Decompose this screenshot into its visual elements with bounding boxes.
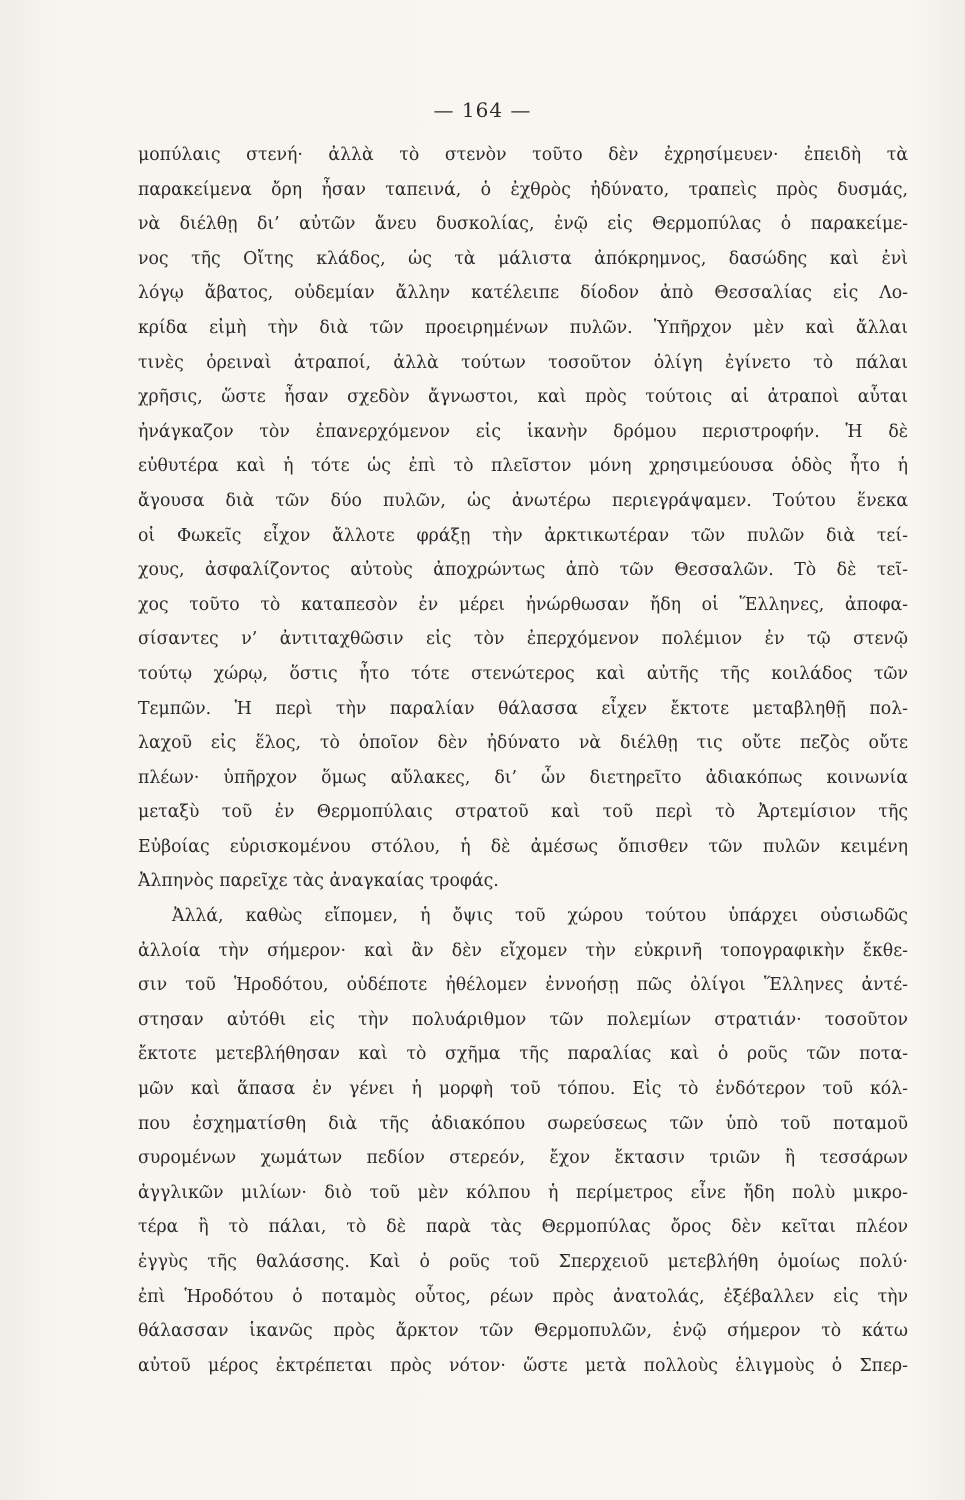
text-line: Ἀλλά, καθὼς εἴπομεν, ἡ ὄψις τοῦ χώρου τούτου ὑπάρχει οὐσιωδῶς — [172, 906, 908, 927]
text-line: θάλασσαν ἱκανῶς πρὸς ἄρκτον τῶν Θερμοπυλῶν, ἐνῷ σήμερον τὸ κάτω — [138, 1321, 908, 1342]
text-line: Εὐβοίας εὑρισκομένου στόλου, ἡ δὲ ἀμέσως ὄπισθεν τῶν πυλῶν κειμένη — [138, 836, 908, 857]
text-line: που ἐσχηματίσθη διὰ τῆς ἀδιακόπου σωρεύσεως τῶν ὑπὸ τοῦ ποταμοῦ — [138, 1113, 908, 1134]
text-line: αὐτοῦ μέρος ἐκτρέπεται πρὸς νότον· ὥστε μετὰ πολλοὺς ἑλιγμοὺς ὁ Σπερ- — [138, 1355, 908, 1376]
text-line: ἐγγὺς τῆς θαλάσσης. Καὶ ὁ ροῦς τοῦ Σπερχειοῦ μετεβλήθη ὁμοίως πολύ· — [138, 1252, 908, 1272]
text-line: σιν τοῦ Ἡροδότου, οὐδέποτε ἠθέλομεν ἐννοήσῃ πῶς ὀλίγοι Ἕλληνες ἀντέ- — [138, 975, 908, 996]
text-line: λαχοῦ εἰς ἕλος, τὸ ὁποῖον δὲν ἠδύνατο νὰ διέλθῃ τις οὔτε πεζὸς οὔτε — [138, 733, 908, 754]
text-line: συρομένων χωμάτων πεδίον στερεόν, ἔχον ἔκτασιν τριῶν ἢ τεσσάρων — [138, 1148, 908, 1169]
text-line: χους, ἀσφαλίζοντος αὐτοὺς ἀποχρώντως ἀπὸ τῶν Θεσσαλῶν. Τὸ δὲ τεῖ- — [138, 560, 908, 581]
text-line: πλέων· ὑπῆρχον ὅμως αὔλακες, δι’ ὧν διετηρεῖτο ἀδιακόπως κοινωνία — [138, 767, 908, 788]
text-line: μεταξὺ τοῦ ἐν Θερμοπύλαις στρατοῦ καὶ τοῦ περὶ τὸ Ἀρτεμίσιον τῆς — [138, 802, 908, 823]
text-line: ἔκτοτε μετεβλήθησαν καὶ τὸ σχῆμα τῆς παραλίας καὶ ὁ ροῦς τῶν ποτα- — [138, 1044, 908, 1065]
text-line: Ἀλπηνὸς παρεῖχε τὰς ἀναγκαίας τροφάς. — [138, 871, 499, 892]
text-line: στησαν αὐτόθι εἰς τὴν πολυάριθμον τῶν πολεμίων στρατιάν· τοσοῦτον — [138, 1009, 908, 1030]
text-line: κρίδα εἰμὴ τὴν διὰ τῶν προειρημένων πυλῶν. Ὑπῆρχον μὲν καὶ ἄλλαι — [138, 317, 908, 338]
page-number: — 164 — — [433, 98, 532, 122]
text-line: ἄγουσα διὰ τῶν δύο πυλῶν, ὡς ἀνωτέρω περιεγράψαμεν. Τούτου ἕνεκα — [138, 490, 908, 511]
text-line: σίσαντες ν’ ἀντιταχθῶσιν εἰς τὸν ἐπερχόμενον πολέμιον ἐν τῷ στενῷ — [138, 629, 908, 650]
text-line: μῶν καὶ ἅπασα ἐν γένει ἡ μορφὴ τοῦ τόπου. Εἰς τὸ ἐνδότερον τοῦ κόλ- — [138, 1079, 908, 1100]
text-line: χρῆσις, ὥστε ἦσαν σχεδὸν ἄγνωστοι, καὶ πρὸς τούτοις αἱ ἀτραποὶ αὗται — [138, 387, 908, 408]
text-line: νὰ διέλθῃ δι’ αὐτῶν ἄνευ δυσκολίας, ἐνῷ εἰς Θερμοπύλας ὁ παρακείμε- — [138, 214, 908, 235]
text-line: τούτῳ χώρῳ, ὅστις ἦτο τότε στενώτερος καὶ αὐτῆς τῆς κοιλάδος τῶν — [138, 663, 908, 684]
text-line: ἐπὶ Ἡροδότου ὁ ποταμὸς οὗτος, ρέων πρὸς ἀνατολάς, ἐξέβαλλεν εἰς τὴν — [138, 1286, 908, 1307]
text-line: εὐθυτέρα καὶ ἡ τότε ὡς ἐπὶ τὸ πλεῖστον μόνη χρησιμεύουσα ὁδὸς ἦτο ἡ — [138, 456, 908, 477]
text-line: νος τῆς Οἴτης κλάδος, ὡς τὰ μάλιστα ἀπόκρημνος, δασώδης καὶ ἐνὶ — [138, 248, 908, 269]
text-line: ἀγγλικῶν μιλίων· διὸ τοῦ μὲν κόλπου ἡ περίμετρος εἶνε ἤδη πολὺ μικρο- — [138, 1182, 908, 1203]
text-line: ἠνάγκαζον τὸν ἐπανερχόμενον εἰς ἱκανὴν δρόμου περιστροφήν. Ἡ δὲ — [138, 421, 908, 442]
text-line: Τεμπῶν. Ἡ περὶ τὴν παραλίαν θάλασσα εἶχεν ἔκτοτε μεταβληθῇ πολ- — [138, 698, 908, 719]
text-line: χος τοῦτο τὸ καταπεσὸν ἐν μέρει ἠνώρθωσαν ἤδη οἱ Ἕλληνες, ἀποφα- — [138, 594, 908, 615]
body-text — [138, 138, 908, 1383]
text-line: λόγῳ ἄβατος, οὐδεμίαν ἄλλην κατέλειπε δίοδον ἀπὸ Θεσσαλίας εἰς Λο- — [138, 283, 908, 304]
text-line: ἀλλοία τὴν σήμερον· καὶ ἂν δὲν εἴχομεν τὴν εὐκρινῆ τοπογραφικὴν ἔκθε- — [138, 940, 908, 961]
text-line: οἱ Φωκεῖς εἶχον ἄλλοτε φράξῃ τὴν ἀρκτικωτέραν τῶν πυλῶν διὰ τεί- — [138, 525, 908, 546]
text-line: παρακείμενα ὄρη ἦσαν ταπεινά, ὁ ἐχθρὸς ἠδύνατο, τραπεὶς πρὸς δυσμάς, — [138, 179, 908, 200]
text-line: τέρα ἢ τὸ πάλαι, τὸ δὲ παρὰ τὰς Θερμοπύλας ὄρος δὲν κεῖται πλέον — [138, 1217, 908, 1238]
text-line: μοπύλαις στενή· ἀλλὰ τὸ στενὸν τοῦτο δὲν ἐχρησίμευεν· ἐπειδὴ τὰ — [138, 145, 908, 165]
text-line: τινὲς ὀρειναὶ ἀτραποί, ἀλλὰ τούτων τοσοῦτον ὀλίγη ἐγίνετο τὸ πάλαι — [138, 352, 908, 373]
